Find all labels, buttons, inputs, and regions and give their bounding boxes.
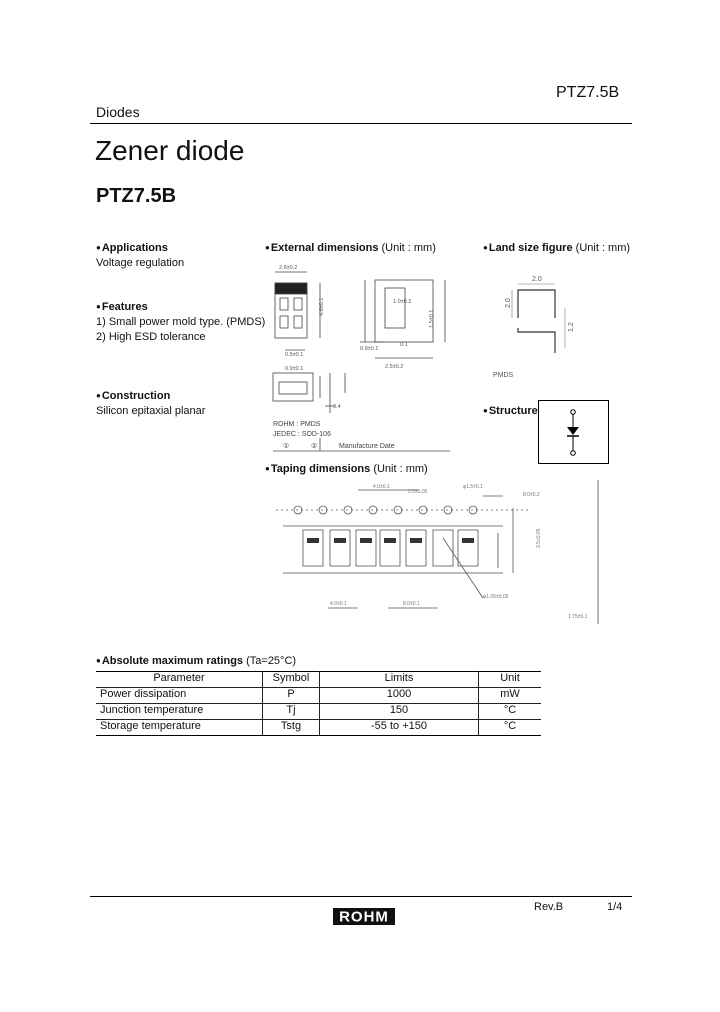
taping-pitch4: 8.0±0.1 bbox=[403, 601, 420, 607]
table-row bbox=[96, 688, 541, 704]
features-item-1: 1) Small power mold type. (PMDS) bbox=[96, 316, 266, 328]
taping-title: ● Taping dimensions (Unit : mm) bbox=[265, 463, 428, 475]
ratings-title: ● Absolute maximum ratings (Ta=25°C) bbox=[96, 655, 296, 667]
taping-drawing bbox=[268, 478, 608, 626]
applications-item: Voltage regulation bbox=[96, 257, 185, 269]
page-title: Zener diode bbox=[95, 135, 245, 166]
dim-lower: 3.4 bbox=[333, 404, 341, 410]
cathode-band bbox=[275, 283, 307, 294]
dim-width: 2.5±0.2 bbox=[385, 364, 404, 370]
ratings-table bbox=[96, 671, 541, 736]
dim-lower-top: 0.9±0.1 bbox=[285, 366, 304, 372]
header-limits: Limits bbox=[320, 672, 479, 688]
structure-title: ● Structure bbox=[483, 405, 538, 417]
cell-unit: °C bbox=[479, 704, 542, 720]
features-title: ● Features bbox=[96, 301, 148, 313]
header-part-number: PTZ7.5B bbox=[556, 84, 620, 101]
land-h2: 1.2 bbox=[568, 322, 575, 332]
manufacture-date: Manufacture Date bbox=[339, 443, 395, 450]
dim-small: 1.5±0.1 bbox=[429, 309, 435, 328]
rohm-logo bbox=[333, 908, 395, 925]
dim-mid: 1.0±0.2 bbox=[393, 299, 412, 305]
cell-symbol: P bbox=[263, 688, 320, 704]
cell-unit: mW bbox=[479, 688, 542, 704]
construction-item: Silicon epitaxial planar bbox=[96, 405, 206, 417]
table-row bbox=[96, 720, 541, 736]
cell-symbol: Tj bbox=[263, 704, 320, 720]
rohm-logo-text: ROHM bbox=[339, 908, 389, 925]
taping-pitch: 4.0±0.1 bbox=[373, 484, 390, 490]
cell-symbol: Tstg bbox=[263, 720, 320, 736]
taping-hole: φ1.5±0.1 bbox=[463, 484, 483, 490]
rohm-package: ROHM : PMDS bbox=[273, 421, 321, 428]
external-dimensions-drawing bbox=[265, 258, 465, 453]
dim-bottom: 0.5±0.1 bbox=[285, 352, 304, 358]
construction-title: ● Construction bbox=[96, 390, 170, 402]
structure-diagram bbox=[538, 400, 610, 465]
jedec-package: JEDEC : SOD-106 bbox=[273, 431, 331, 438]
ratings-header-row bbox=[96, 672, 541, 688]
header-unit: Unit bbox=[479, 672, 542, 688]
external-dimensions-title: ● External dimensions (Unit : mm) bbox=[265, 242, 436, 254]
cell-parameter: Junction temperature bbox=[96, 704, 263, 720]
zener-diode-icon bbox=[567, 427, 579, 435]
cell-limits: -55 to +150 bbox=[320, 720, 479, 736]
part-title: PTZ7.5B bbox=[96, 185, 177, 207]
dim-right: 4.6±0.1 bbox=[319, 297, 325, 316]
cell-limits: 150 bbox=[320, 704, 479, 720]
taping-pitch3: 4.0±0.1 bbox=[330, 601, 347, 607]
land-h1: 2.0 bbox=[505, 298, 512, 308]
header-parameter: Parameter bbox=[96, 672, 263, 688]
land-size-drawing bbox=[490, 268, 600, 383]
land-pad-bottom bbox=[518, 328, 555, 353]
dim-foot: 0.1 bbox=[400, 342, 408, 348]
header-rule bbox=[90, 123, 632, 124]
land-pad-top bbox=[518, 290, 555, 318]
taping-hole2: φ1.05±0.05 bbox=[483, 594, 509, 600]
footer-rule bbox=[90, 896, 632, 897]
cell-unit: °C bbox=[479, 720, 542, 736]
table-row bbox=[96, 704, 541, 720]
land-package: PMDS bbox=[493, 372, 514, 379]
header-symbol: Symbol bbox=[263, 672, 320, 688]
footer-page: 1/4 bbox=[607, 901, 623, 913]
applications-title: ● Applications bbox=[96, 242, 168, 254]
land-width: 2.0 bbox=[532, 276, 542, 283]
features-item-2: 2) High ESD tolerance bbox=[96, 331, 206, 343]
taping-width: 8.0±0.2 bbox=[523, 492, 540, 498]
footer-revision: Rev.B bbox=[534, 901, 564, 913]
cell-parameter: Power dissipation bbox=[96, 688, 263, 704]
mark-1: ① bbox=[283, 443, 290, 450]
taping-pitch2: 2.0±0.05 bbox=[408, 489, 428, 495]
dim-side: 0.9±0.1 bbox=[360, 346, 379, 352]
taping-side-a: 3.5±0.05 bbox=[536, 528, 542, 548]
land-size-title: ● Land size figure (Unit : mm) bbox=[483, 242, 630, 254]
taping-side-b: 1.75±0.1 bbox=[568, 614, 588, 620]
header-category: Diodes bbox=[96, 104, 140, 120]
cell-limits: 1000 bbox=[320, 688, 479, 704]
mark-2: ② bbox=[311, 443, 318, 450]
dim-top: 2.6±0.2 bbox=[279, 265, 298, 271]
cell-parameter: Storage temperature bbox=[96, 720, 263, 736]
cathode-terminal bbox=[571, 451, 576, 456]
anode-terminal bbox=[571, 410, 576, 415]
